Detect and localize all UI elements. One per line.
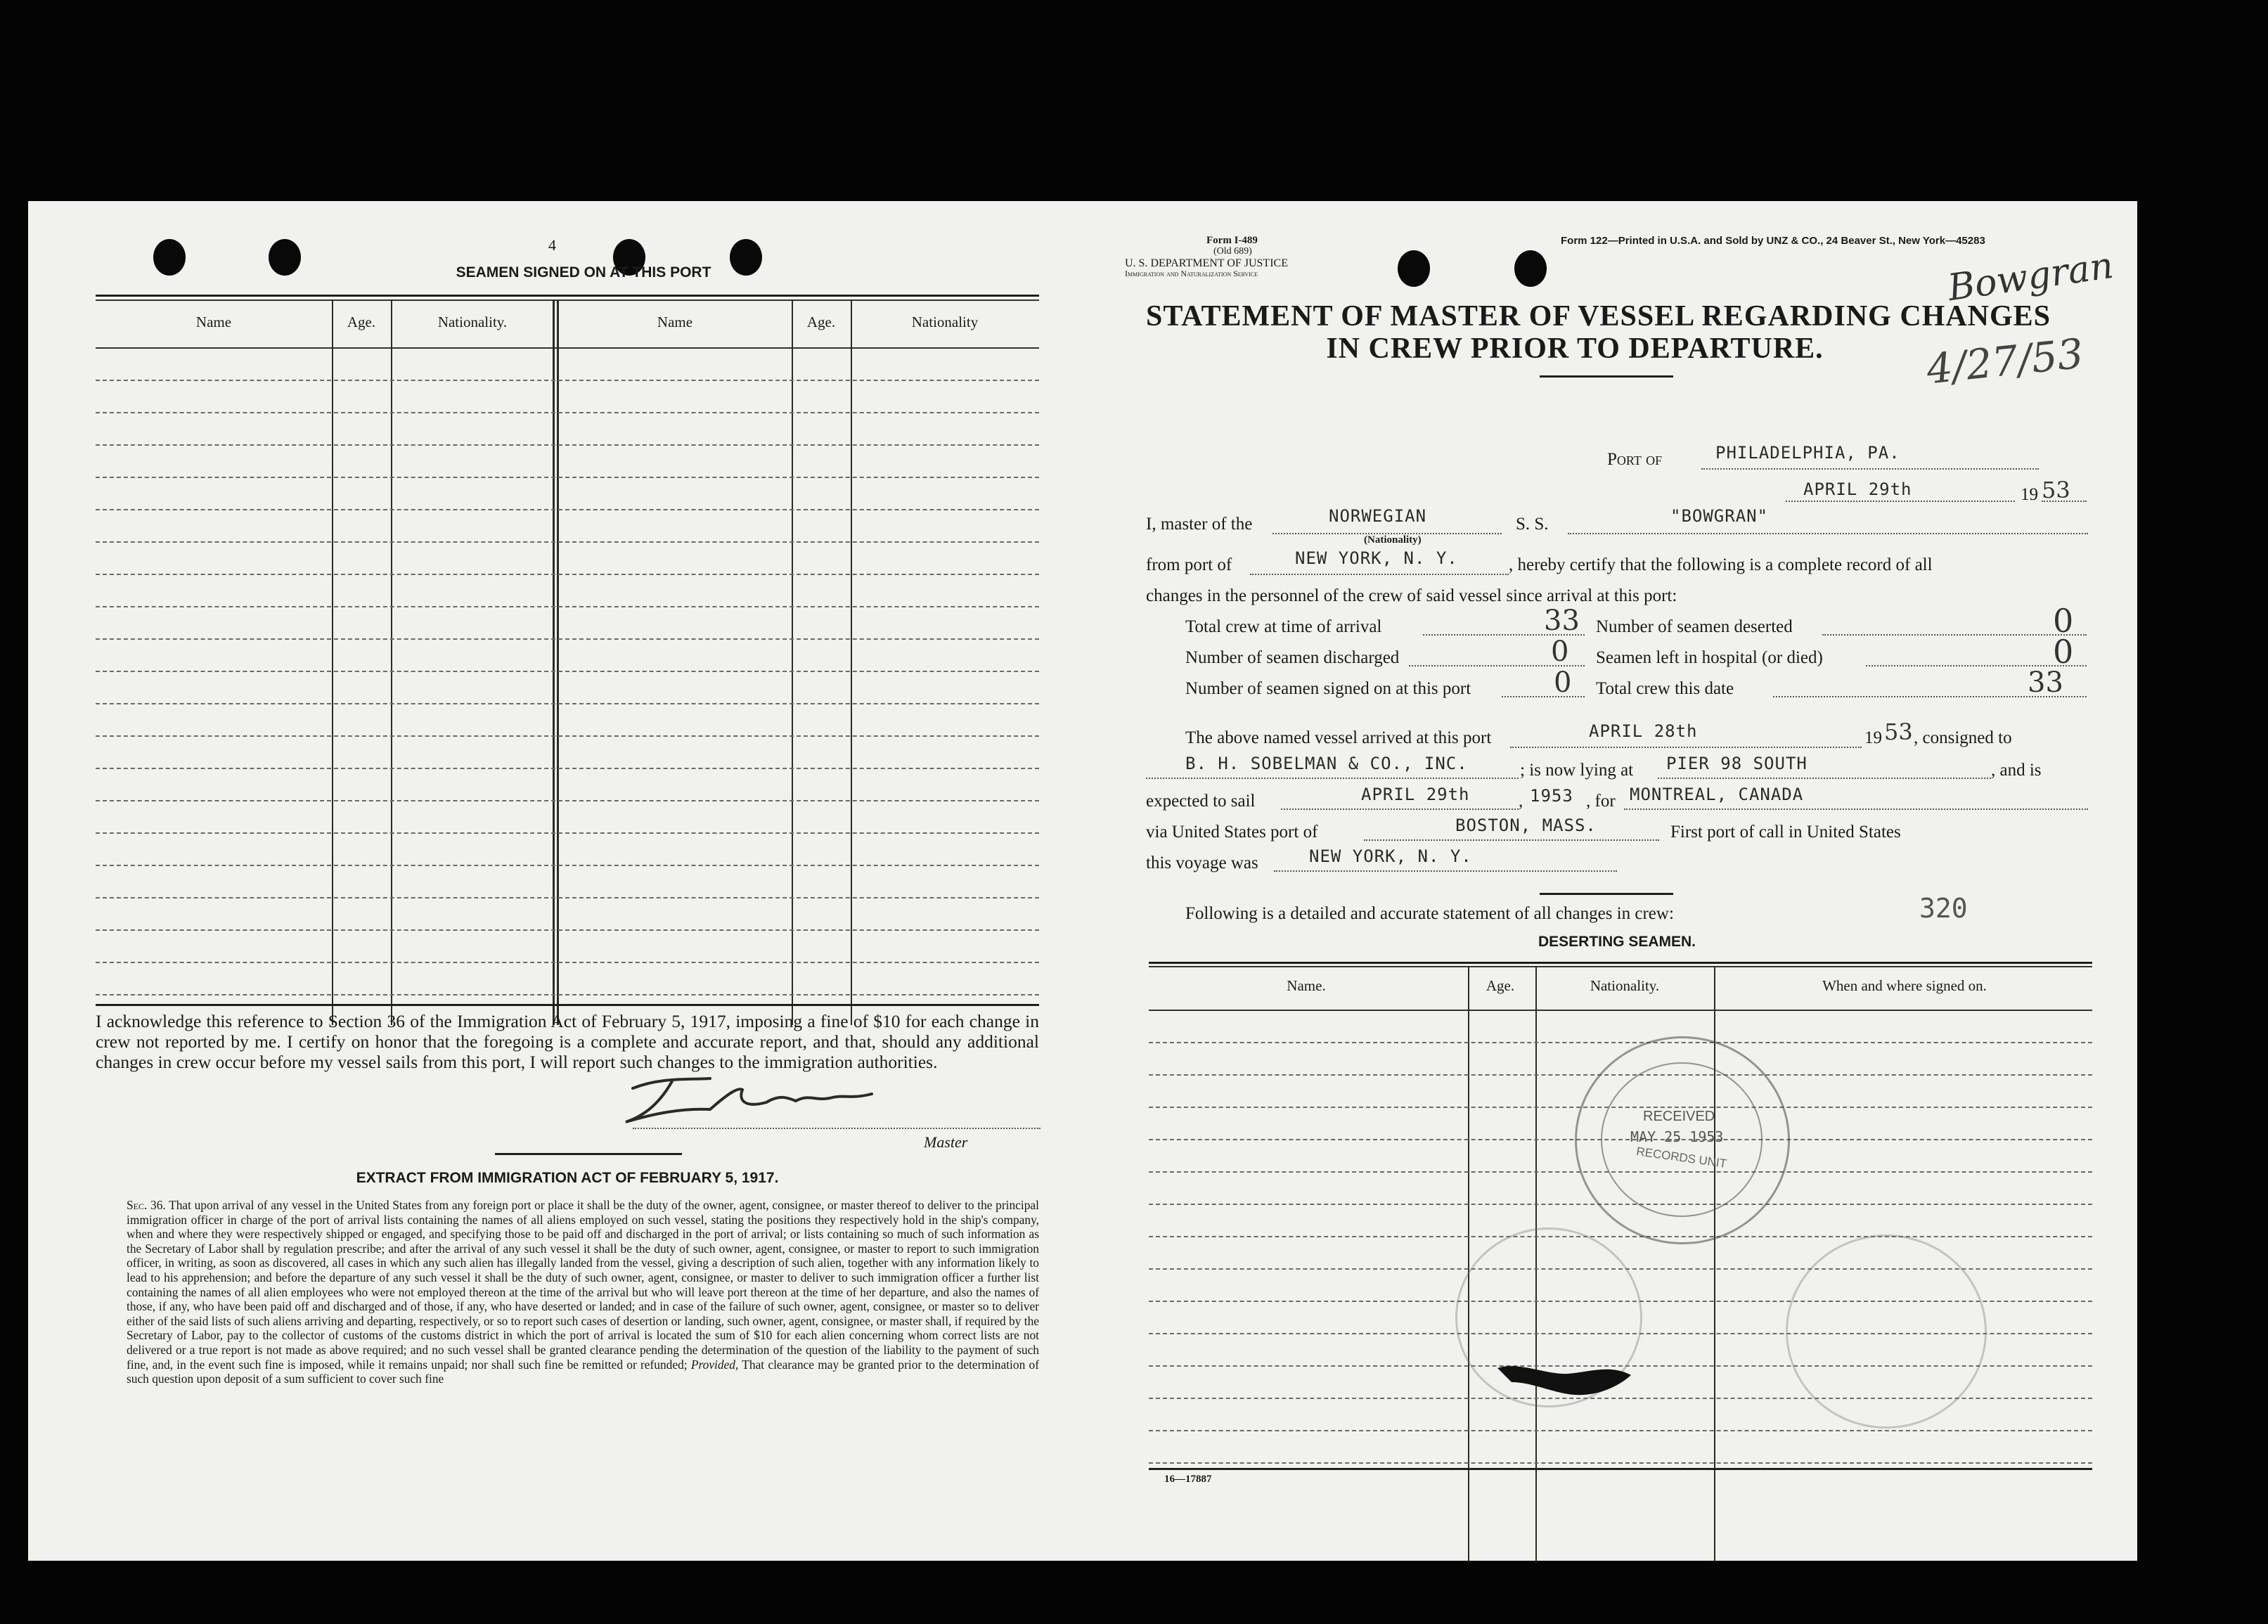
page-number: 4	[548, 236, 556, 254]
master-of-label: I, master of the	[1146, 515, 1253, 534]
rule	[96, 1004, 1039, 1006]
this-voyage-label: this voyage was	[1146, 853, 1258, 872]
via-value: BOSTON, MASS.	[1455, 816, 1597, 835]
table-row	[96, 412, 1039, 413]
date-value: APRIL 29th	[1803, 479, 1912, 499]
total-date-value: 33	[2028, 666, 2063, 699]
port-line	[1701, 468, 2039, 470]
stamp-number: 320	[1919, 893, 1968, 924]
stamp-text: RECEIVED	[1643, 1109, 1715, 1124]
table-row	[96, 962, 1039, 963]
left-page	[28, 201, 1083, 1561]
arrived-value: APRIL 28th	[1589, 721, 1698, 741]
rule	[495, 1153, 682, 1155]
stat-line	[1502, 696, 1585, 697]
consignee-line	[1146, 778, 1519, 779]
column-header-nationality: Nationality.	[1590, 977, 1660, 994]
rule	[1149, 966, 2092, 967]
for-label: , for	[1586, 792, 1616, 811]
date-line	[1786, 501, 2015, 502]
year-value: 53	[2042, 477, 2070, 503]
handwritten-vessel-name: Bowgran	[1945, 244, 2116, 310]
table-row	[96, 380, 1039, 381]
certify-text: , hereby certify that the following is a complete record of all	[1509, 555, 1933, 574]
vessel-value: "BOWGRAN"	[1670, 506, 1769, 526]
column-divider	[1468, 966, 1469, 1561]
arrived-line	[1510, 747, 1862, 748]
column-divider	[332, 299, 333, 1025]
signature-line	[633, 1128, 1040, 1129]
table-row	[96, 574, 1039, 575]
department-name: U. S. DEPARTMENT OF JUSTICE	[1125, 257, 1288, 269]
table-row	[96, 703, 1039, 704]
table-row	[96, 477, 1039, 478]
master-label: Master	[924, 1133, 968, 1151]
document-title-line2: IN CREW PRIOR TO DEPARTURE.	[1326, 333, 1824, 365]
table-row	[96, 994, 1039, 995]
column-header-age: Age.	[347, 314, 376, 330]
table-row	[1149, 1430, 2092, 1431]
nationality-caption: (Nationality)	[1364, 534, 1422, 546]
extract-title: EXTRACT FROM IMMIGRATION ACT OF FEBRUARY 5, 1917.	[356, 1170, 779, 1186]
first-port-line	[1274, 870, 1617, 872]
master-signature	[605, 1073, 900, 1129]
form-old-number: (Old 689)	[1213, 246, 1252, 257]
via-line	[1364, 839, 1659, 841]
table-row	[96, 638, 1039, 640]
consignee-value: B. H. SOBELMAN & CO., INC.	[1185, 754, 1468, 773]
destination-value: MONTREAL, CANADA	[1630, 785, 1804, 804]
changes-text: changes in the personnel of the crew of said vessel since arrival at this port:	[1146, 586, 1677, 605]
discharged-value: 0	[1551, 636, 1569, 668]
table-row	[96, 768, 1039, 769]
printer-line: Form 122—Printed in U.S.A. and Sold by UNZ & CO., 24 Beaver St., New York—45283	[1561, 235, 1985, 247]
table-row	[96, 865, 1039, 866]
vessel-line	[1568, 533, 2088, 534]
column-header-name: Name	[657, 314, 693, 330]
table-row	[1149, 1462, 2092, 1464]
port-label: Port of	[1607, 450, 1663, 469]
acknowledgement-text: I acknowledge this reference to Section 36 of the Immigration Act of February 5, 1917, imposing a fine of $10 for each change in crew not reported by me. I certify on honor that the foregoing is a complete and accurate report, and that, should any additional changes in crew occur before my vessel sails from this port, I will report such changes to the immigration authorities.	[96, 1011, 1039, 1072]
faded-stamp	[1786, 1235, 1987, 1429]
total-arrival-value: 33	[1544, 605, 1580, 637]
discharged-label: Number of seamen discharged	[1185, 648, 1400, 667]
consigned-label: , consigned to	[1914, 728, 2012, 747]
sail-year: 1953	[1530, 786, 1573, 806]
arrived-year: 53	[1884, 718, 1913, 745]
footer-code: 16—17887	[1164, 1474, 1212, 1485]
column-header-age: Age.	[806, 314, 836, 330]
table-row	[96, 509, 1039, 510]
via-label: via United States port of	[1146, 823, 1318, 842]
rule	[1540, 893, 1673, 895]
lying-line	[1658, 778, 1991, 779]
rule	[1149, 1468, 2092, 1470]
table-row	[96, 735, 1039, 737]
column-header-age: Age.	[1486, 977, 1515, 994]
stat-line	[1822, 634, 2087, 636]
right-page: Form I-489 (Old 689) U. S. DEPARTMENT OF JUSTICE Immigration and Naturalization Service Form 122—Printed in U.S.A. and Sold by UNZ & CO., 24 Beaver St., New York—45283 Bowgran 4/27/53 STATEMENT OF MASTER OF VESSEL REGARDING CHANGES IN CREW PRIOR TO DEPARTURE. Port of PHILADELPHIA, PA. APRIL 29th 19 53 I, master of the NORWEGIAN (Nationality) S. S. "BOWGRAN" from port of NEW YORK, N. Y. , hereby certify that the following is a complete record of all changes in the personnel of the crew of said vessel since arrival at this port: Total crew at time of arrival 33 Number of seamen deserted 0 Number of seamen discharged 0 Seamen left in hospital (or died) 0 Number of seamen signed on at this port 0 Total crew this date 33 The above named vessel arrived at this port APRIL 28th 19 53 , consigned to B. H. SOBELMAN & CO., INC. ; is now lying at PIER 98 SOUTH , and is expected to sail APRIL 29th , 1953 , for MONTREAL, CANADA via United States port of BOSTON, MASS. First port of call in United States this voyage was NEW YORK, N. Y. Following is a detailed and accurate statement of all changes in crew: 320 DESERTING SEAMEN. Name. Age. Nationality. When and where signed on. 16—17887 RECEIVED MAY 25 1953 RECORDS UNIT	[1083, 201, 2137, 1561]
column-divider	[557, 299, 559, 1025]
signed-on-heading: SEAMEN SIGNED ON AT THIS PORT	[456, 264, 711, 281]
table-row	[96, 671, 1039, 672]
port-value: PHILADELPHIA, PA.	[1715, 443, 1900, 463]
destination-line	[1624, 808, 2088, 810]
deserted-value: 0	[2053, 602, 2074, 640]
lying-label: ; is now lying at	[1520, 761, 1634, 780]
sail-value: APRIL 29th	[1361, 785, 1470, 804]
column-header-signed-on: When and where signed on.	[1822, 977, 1987, 994]
section-36-text: Sec. 36. That upon arrival of any vessel in the United States from any foreign port or place it shall be the duty of the owner, agent, consignee, or master thereof to deliver to the principal immigration officer in charge of the port of arrival lists containing the names of all aliens employed on such vessel, stating the positions they respectively hold in the ship's company, when and where they were respectively shipped or engaged, and specifying those to be paid off and discharged in the port of arrival; or lists containing so much of such information as the Secretary of Labor shall by regulation prescribe; and after the arrival of any such vessel it shall be the duty of such owner, agent, consignee, or master to report to such immigration officer, in writing, as soon as discovered, all cases in which any such alien has illegally landed from the vessel, giving a description of such alien, together with any information likely to lead to his apprehension; and before the departure of any such vessel it shall be the duty of such owner, agent, consignee, or master to deliver to such immigration officer a further list containing the names of all alien employees who were not employed thereon at the time of the arrival but who will leave port thereon at the time of her departure, and also the names of those, if any, who have been paid off and discharged and of those, if any, who have deserted or landed; and in case of the failure of such owner, agent, consignee, or master so to deliver either of the said lists of such aliens arriving and departing, respectively, or so to report such cases of desertion or landing, such owner, agent, consignee, or master shall, if required by the Secretary of Labor, pay to the collector of customs of the customs district in which the port of arrival is located the sum of $10 for each alien concerning whom correct lists are not delivered or a true report is not made as above required; and no such vessel shall be granted clearance pending the determination of the question of the liability to the payment of such fine, and, in the event such fine is imposed, while it remains unpaid; nor shall such fine be remitted or refunded; Provided, That clearance may be granted prior to the determination of such question upon deposit of a sum sufficient to cover such fine	[127, 1198, 1039, 1386]
from-port-label: from port of	[1146, 555, 1232, 574]
table-row	[1149, 1236, 2092, 1237]
and-is-label: , and is	[1991, 761, 2042, 780]
stamp-unit: RECORDS UNIT	[1635, 1145, 1728, 1171]
column-divider	[792, 299, 793, 1025]
first-port-value: NEW YORK, N. Y.	[1309, 846, 1472, 866]
column-header-name: Name	[195, 314, 232, 330]
arrived-label: The above named vessel arrived at this port	[1185, 728, 1492, 747]
deserted-label: Number of seamen deserted	[1596, 617, 1793, 636]
year-line	[2042, 501, 2087, 502]
form-number: Form I-489	[1206, 235, 1258, 246]
rule	[96, 299, 1039, 301]
signed-on-value: 0	[1554, 666, 1572, 699]
table-row	[96, 897, 1039, 898]
column-header-nationality: Nationality.	[437, 314, 508, 330]
hospital-label: Seamen left in hospital (or died)	[1596, 648, 1823, 667]
table-row	[96, 541, 1039, 543]
total-arrival-label: Total crew at time of arrival	[1185, 617, 1382, 636]
table-row	[96, 832, 1039, 834]
document-title: STATEMENT OF MASTER OF VESSEL REGARDING CHANGES	[1146, 300, 2051, 333]
signed-on-label: Number of seamen signed on at this port	[1185, 679, 1471, 698]
rule	[1540, 375, 1673, 378]
sail-line	[1281, 808, 1519, 810]
column-divider	[851, 299, 852, 1025]
first-port-label: First port of call in United States	[1670, 823, 1901, 842]
total-date-label: Total crew this date	[1596, 679, 1734, 698]
from-port-value: NEW YORK, N. Y.	[1295, 548, 1458, 568]
from-port-line	[1250, 574, 1509, 575]
year-prefix: 19	[2021, 485, 2038, 504]
service-name: Immigration and Naturalization Service	[1125, 269, 1258, 278]
stamp-date: MAY 25 1953	[1630, 1128, 1724, 1145]
column-divider	[553, 299, 555, 1025]
column-header-name: Name.	[1287, 977, 1326, 994]
following-label: Following is a detailed and accurate statement of all changes in crew:	[1185, 904, 1674, 923]
rule	[1149, 1010, 2092, 1011]
table-row	[96, 800, 1039, 801]
hospital-value: 0	[2053, 633, 2074, 671]
ss-label: S. S.	[1516, 515, 1549, 534]
column-divider	[391, 299, 392, 1025]
nationality-value: NORWEGIAN	[1329, 506, 1427, 526]
ink-smudge	[1490, 1354, 1645, 1410]
rule	[96, 347, 1039, 349]
table-row	[96, 606, 1039, 607]
received-stamp	[1575, 1036, 1790, 1244]
expected-label: expected to sail	[1146, 792, 1256, 811]
table-row	[96, 444, 1039, 446]
column-header-nationality: Nationality	[911, 314, 979, 330]
rule	[96, 295, 1039, 297]
handwritten-date: 4/27/53	[1924, 329, 2086, 394]
table-row	[1149, 1042, 2092, 1043]
table-row	[96, 929, 1039, 931]
lying-value: PIER 98 SOUTH	[1666, 754, 1808, 773]
rule	[1149, 962, 2092, 964]
deserting-heading: DESERTING SEAMEN.	[1538, 934, 1696, 950]
document-sheet	[28, 201, 2137, 1561]
